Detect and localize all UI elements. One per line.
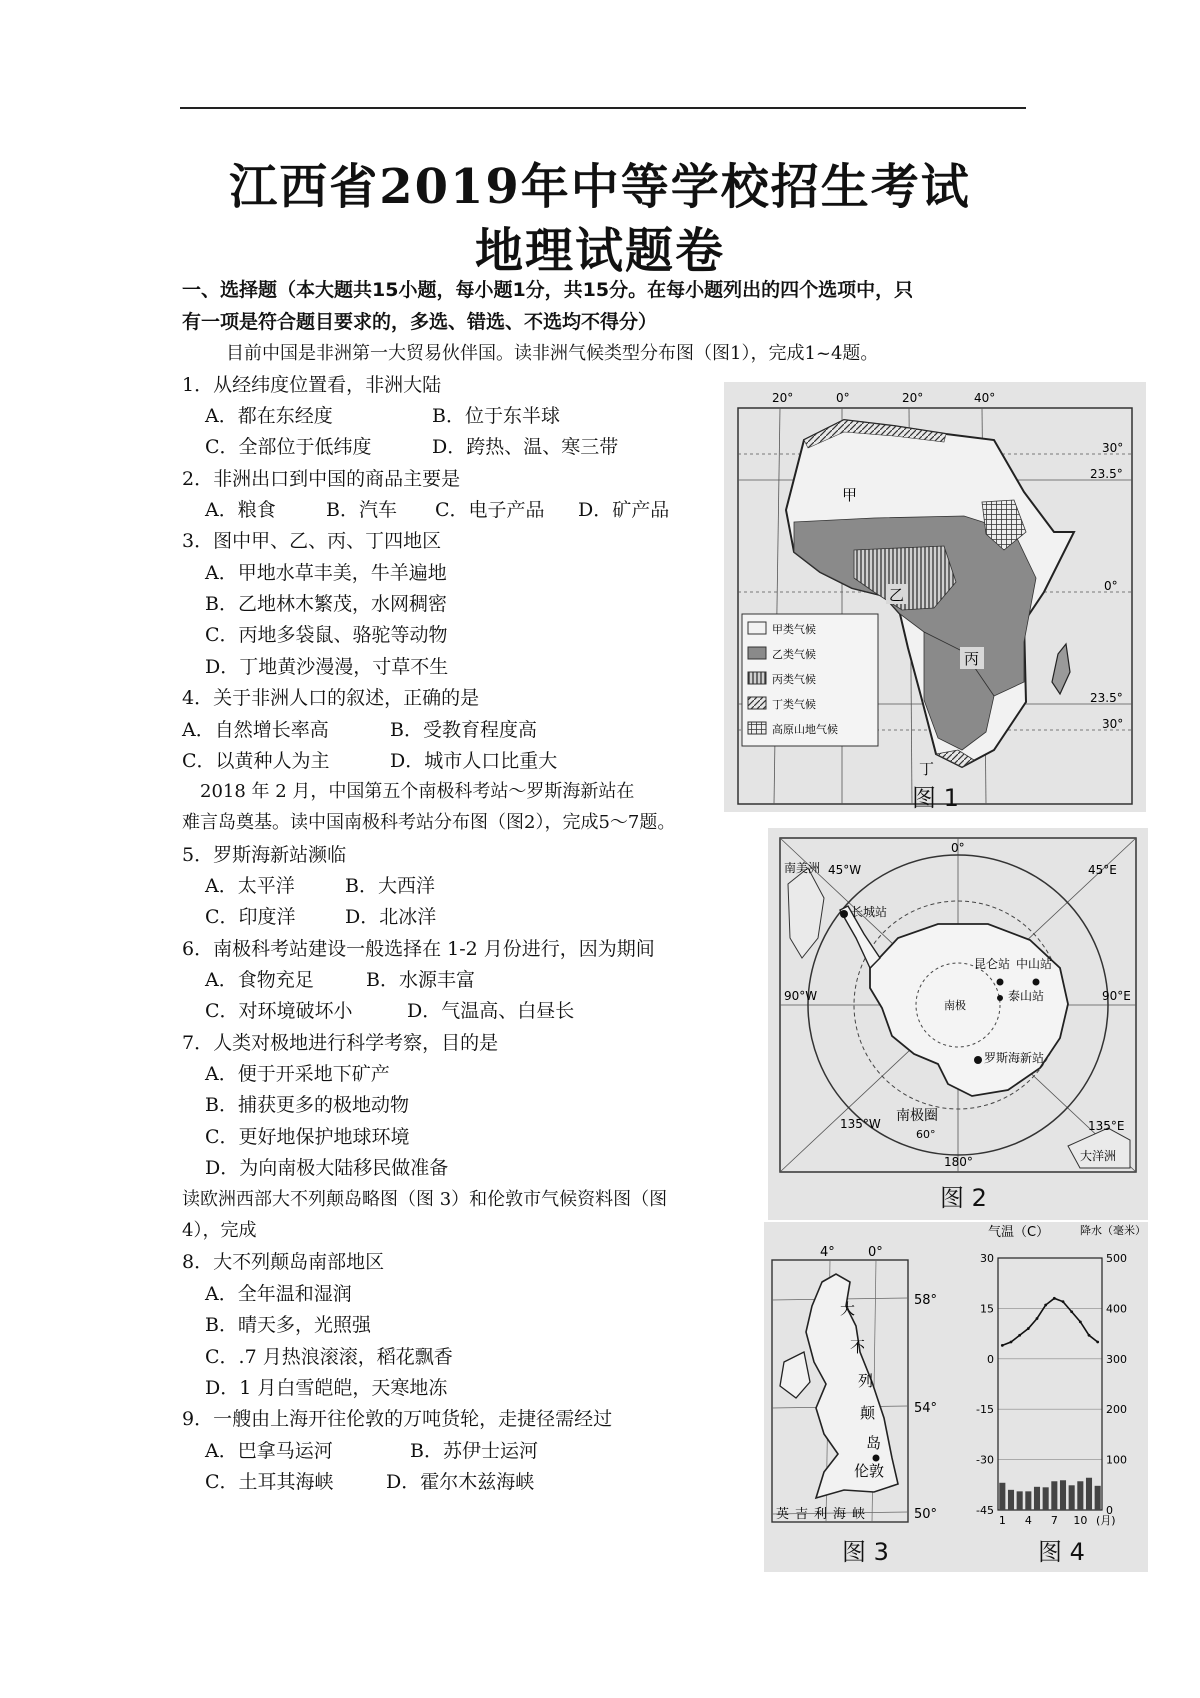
q3-option-c[interactable]: C．丙地多袋鼠、骆驼等动物	[205, 624, 448, 646]
section-heading-line2: 有一项是符合题目要求的，多选、错选、不选均不得分）	[182, 311, 658, 333]
figure-4-caption: 图 4	[1038, 1538, 1085, 1566]
london-dot	[873, 1455, 880, 1462]
figure-1-caption: 图 1	[912, 784, 959, 812]
station-taishan-label: 泰山站	[1008, 989, 1045, 1003]
q4-stem: 4．关于非洲人口的叙述，正确的是	[182, 687, 480, 709]
island-name-char-2: 不	[850, 1338, 866, 1356]
figure-2-antarctica	[768, 828, 1148, 1220]
q5-option-c[interactable]: C．印度洋	[205, 906, 296, 928]
precipitation-tick-label: 0	[1106, 1504, 1113, 1517]
precipitation-bar	[1043, 1487, 1049, 1510]
q4-option-d[interactable]: D．城市人口比重大	[390, 750, 558, 772]
q7-option-d[interactable]: D．为向南极大陆移民做准备	[205, 1157, 449, 1179]
q3-option-d[interactable]: D．丁地黄沙漫漫，寸草不生	[205, 656, 449, 678]
temperature-point	[1096, 1341, 1099, 1344]
q8-option-c[interactable]: C．.7 月热浪滚滚，稻花飘香	[205, 1346, 453, 1368]
q3-option-a[interactable]: A．甲地水草丰美，牛羊遍地	[205, 562, 447, 584]
q2-option-a[interactable]: A．粮食	[205, 499, 276, 521]
q9-option-d[interactable]: D．霍尔木兹海峡	[386, 1471, 535, 1493]
south-america	[788, 868, 824, 958]
region-ding-label: 丁	[919, 760, 935, 778]
station-changcheng-label: 长城站	[851, 905, 888, 919]
temperature-tick-label: 30	[980, 1252, 994, 1265]
lat-label-58: 58°	[914, 1293, 938, 1308]
lon-label-90e: 90°E	[1102, 989, 1131, 1003]
q5-option-b[interactable]: B．大西洋	[345, 875, 435, 897]
lat-label-23s: 23.5°	[1090, 691, 1123, 705]
q6-stem: 6．南极科考站建设一般选择在 1-2 月份进行，因为期间	[182, 938, 655, 960]
temperature-point	[1088, 1334, 1091, 1337]
figure-2-caption: 图 2	[940, 1184, 987, 1212]
intro-africa: 目前中国是非洲第一大贸易伙伴国。读非洲气候类型分布图（图1），完成1~4题。	[226, 343, 879, 364]
precipitation-bar	[1017, 1491, 1023, 1510]
q1-option-c[interactable]: C．全部位于低纬度	[205, 436, 372, 458]
temperature-point	[1079, 1320, 1082, 1323]
english-channel-label: 英吉利海峡	[776, 1507, 872, 1522]
q5-stem: 5．罗斯海新站濒临	[182, 844, 347, 866]
station-rosssea-dot	[974, 1056, 982, 1064]
oceania-label: 大洋洲	[1080, 1149, 1117, 1163]
antarctic-circle-label: 南极圈	[896, 1108, 938, 1124]
q8-stem: 8．大不列颠岛南部地区	[182, 1251, 385, 1273]
legend-ding: 丁类气候	[772, 698, 816, 711]
q1-option-b[interactable]: B．位于东半球	[432, 405, 560, 427]
lat-label-23n: 23.5°	[1090, 467, 1123, 481]
q8-option-d[interactable]: D．1 月白雪皑皑，天寒地冻	[205, 1377, 448, 1399]
temperature-tick-label: -30	[976, 1453, 994, 1467]
temperature-axis-title: 气温（C）	[988, 1225, 1050, 1240]
precipitation-axis-title: 降水（毫米）	[1080, 1224, 1146, 1237]
lat-label-30n: 30°	[1102, 441, 1124, 455]
temperature-point	[1070, 1310, 1073, 1313]
lon-label-0: 0°	[868, 1245, 883, 1260]
figure-3-caption: 图 3	[842, 1538, 889, 1566]
q2-option-d[interactable]: D．矿产品	[578, 499, 670, 521]
temperature-point	[1053, 1297, 1056, 1300]
q4-option-b[interactable]: B．受教育程度高	[390, 719, 537, 741]
precipitation-bar	[1034, 1487, 1040, 1510]
region-jia-label: 甲	[842, 486, 858, 504]
q9-stem: 9．一艘由上海开往伦敦的万吨货轮，走捷径需经过	[182, 1408, 613, 1430]
temperature-point	[1036, 1317, 1039, 1320]
legend-bing: 丙类气候	[772, 673, 816, 686]
britain-map	[764, 1222, 954, 1572]
lon-label-135e: 135°E	[1088, 1119, 1125, 1133]
antarctica-station-map	[768, 828, 1148, 1220]
month-axis-unit: (月)	[1096, 1514, 1116, 1527]
region-yi-label: 乙	[889, 586, 905, 604]
ireland	[780, 1352, 810, 1398]
q7-option-b[interactable]: B．捕获更多的极地动物	[205, 1094, 409, 1116]
temperature-point	[1027, 1327, 1030, 1330]
q8-option-a[interactable]: A．全年温和湿润	[205, 1283, 352, 1305]
q3-stem: 3．图中甲、乙、丙、丁四地区	[182, 530, 442, 552]
exam-subtitle: 地理试题卷	[474, 223, 725, 279]
region-bing-label: 丙	[964, 650, 980, 668]
africa-climate-map	[724, 382, 1146, 812]
q1-stem: 1．从经纬度位置看，非洲大陆	[182, 374, 442, 396]
legend-yi: 乙类气候	[772, 648, 816, 661]
q6-option-d[interactable]: D．气温高、白昼长	[407, 1000, 575, 1022]
chart-plot-frame	[998, 1258, 1102, 1510]
figure-4-london-climate	[954, 1222, 1148, 1572]
q6-option-b[interactable]: B．水源丰富	[366, 969, 475, 991]
intro-britain-line2: 4），完成	[182, 1220, 257, 1241]
lat-label-50: 50°	[914, 1507, 938, 1522]
island-name-char-1: 大	[840, 1300, 856, 1318]
figure-3-britain	[764, 1222, 954, 1572]
lat-label-30s: 30°	[1102, 717, 1124, 731]
month-tick-label: 4	[1024, 1514, 1032, 1527]
antarctica-continent	[870, 924, 1068, 1096]
station-kunlun-label: 昆仑站	[974, 957, 1011, 971]
q1-option-a[interactable]: A．都在东经度	[205, 405, 333, 427]
island-name-char-3: 列	[858, 1372, 874, 1390]
precipitation-bar	[999, 1483, 1005, 1510]
lon-label-45w: 45°W	[828, 863, 862, 877]
temperature-curve	[1002, 1298, 1097, 1345]
lon-label-20e: 20°	[902, 391, 924, 405]
precipitation-bar	[1051, 1481, 1057, 1510]
q9-option-a[interactable]: A．巴拿马运河	[205, 1440, 333, 1462]
precipitation-tick-label: 500	[1106, 1252, 1127, 1265]
q9-option-b[interactable]: B．苏伊士运河	[410, 1440, 538, 1462]
temperature-point	[1001, 1344, 1004, 1347]
precipitation-bar	[1008, 1490, 1014, 1510]
lon-label-20w: 20°	[772, 391, 794, 405]
q7-stem: 7．人类对极地进行科学考察，目的是	[182, 1032, 499, 1054]
climate-legend	[742, 614, 878, 746]
madagascar	[1052, 644, 1070, 694]
station-taishan-dot	[997, 995, 1003, 1001]
temperature-point	[1044, 1304, 1047, 1307]
temperature-point	[1018, 1334, 1021, 1337]
lat-label-0: 0°	[1104, 579, 1118, 593]
south-america-label: 南美洲	[784, 861, 821, 875]
temperature-tick-label: 15	[980, 1302, 994, 1316]
temperature-point	[1062, 1300, 1065, 1303]
temperature-tick-label: -45	[976, 1504, 994, 1517]
intro-britain-line1: 读欧洲西部大不列颠岛略图（图 3）和伦敦市气候资料图（图	[182, 1189, 668, 1210]
lon-label-90w: 90°W	[784, 989, 818, 1003]
precipitation-bar	[1077, 1481, 1083, 1510]
precipitation-tick-label: 100	[1106, 1453, 1127, 1467]
lon-label-45e: 45°E	[1088, 863, 1117, 877]
figure-1-africa-climate	[724, 382, 1146, 812]
q3-option-b[interactable]: B．乙地林木繁茂，水网稠密	[205, 593, 447, 615]
lon-label-0: 0°	[951, 841, 965, 855]
island-name-char-4: 颠	[860, 1404, 876, 1422]
precipitation-tick-label: 200	[1106, 1403, 1127, 1417]
q4-option-a[interactable]: A．自然增长率高	[182, 719, 329, 741]
station-kunlun-dot	[997, 979, 1004, 986]
q6-option-c[interactable]: C．对环境破坏小	[205, 1000, 353, 1022]
island-name-char-5: 岛	[866, 1434, 882, 1452]
london-climate-chart	[954, 1222, 1148, 1572]
intro-antarctica-line1: 2018 年 2 月，中国第五个南极科考站～罗斯海新站在	[200, 781, 635, 802]
q1-option-d[interactable]: D．跨热、温、寒三带	[432, 436, 619, 458]
lat-60-label: 60°	[916, 1128, 936, 1141]
lat-label-54: 54°	[914, 1401, 938, 1416]
precipitation-tick-label: 400	[1106, 1302, 1127, 1316]
q5-option-a[interactable]: A．太平洋	[205, 875, 295, 897]
month-tick-label: 10	[1073, 1514, 1088, 1527]
top-rule	[180, 107, 1026, 109]
q8-option-b[interactable]: B．晴天多，光照强	[205, 1314, 371, 1336]
station-zhongshan-label: 中山站	[1016, 957, 1053, 971]
intro-antarctica-line2: 难言岛奠基。读中国南极科考站分布图（图2），完成5～7题。	[182, 812, 676, 833]
q6-option-a[interactable]: A．食物充足	[205, 969, 314, 991]
legend-jia: 甲类气候	[772, 623, 816, 636]
temperature-point	[1010, 1341, 1013, 1344]
q2-option-b[interactable]: B．汽车	[326, 499, 397, 521]
station-rosssea-label: 罗斯海新站	[984, 1051, 1045, 1065]
exam-title: 江西省2019年中等学校招生考试	[229, 159, 971, 215]
q9-option-c[interactable]: C．土耳其海峡	[205, 1471, 334, 1493]
legend-highland: 高原山地气候	[772, 723, 838, 736]
lon-label-4w: 4°	[820, 1245, 835, 1260]
section-heading-line1: 一、选择题（本大题共15小题，每小题1分，共15分。在每小题列出的四个选项中，只	[182, 279, 914, 301]
q7-option-c[interactable]: C．更好地保护地球环境	[205, 1126, 410, 1148]
south-pole-label: 南极	[944, 999, 966, 1012]
station-changcheng-dot	[840, 910, 848, 918]
lon-label-40e: 40°	[974, 391, 996, 405]
precipitation-tick-label: 300	[1106, 1352, 1127, 1366]
q5-option-d[interactable]: D．北冰洋	[345, 906, 437, 928]
lon-label-135w: 135°W	[840, 1117, 881, 1131]
temperature-tick-label: -15	[976, 1403, 994, 1417]
q2-stem: 2．非洲出口到中国的商品主要是	[182, 468, 461, 490]
q2-option-c[interactable]: C．电子产品	[435, 499, 545, 521]
precipitation-bar	[1069, 1485, 1075, 1510]
month-tick-label: 7	[1050, 1514, 1058, 1527]
lon-label-0: 0°	[836, 391, 850, 405]
month-tick-label: 1	[998, 1514, 1006, 1527]
q4-option-c[interactable]: C．以黄种人为主	[182, 750, 330, 772]
precipitation-bar	[1060, 1480, 1066, 1510]
temperature-tick-label: 0	[987, 1352, 994, 1366]
london-label: 伦敦	[854, 1462, 885, 1480]
precipitation-bar	[1095, 1486, 1101, 1510]
q7-option-a[interactable]: A．便于开采地下矿产	[205, 1063, 390, 1085]
lon-label-180: 180°	[944, 1155, 973, 1169]
precipitation-bar	[1086, 1478, 1092, 1510]
precipitation-bar	[1025, 1491, 1031, 1510]
station-zhongshan-dot	[1033, 979, 1040, 986]
